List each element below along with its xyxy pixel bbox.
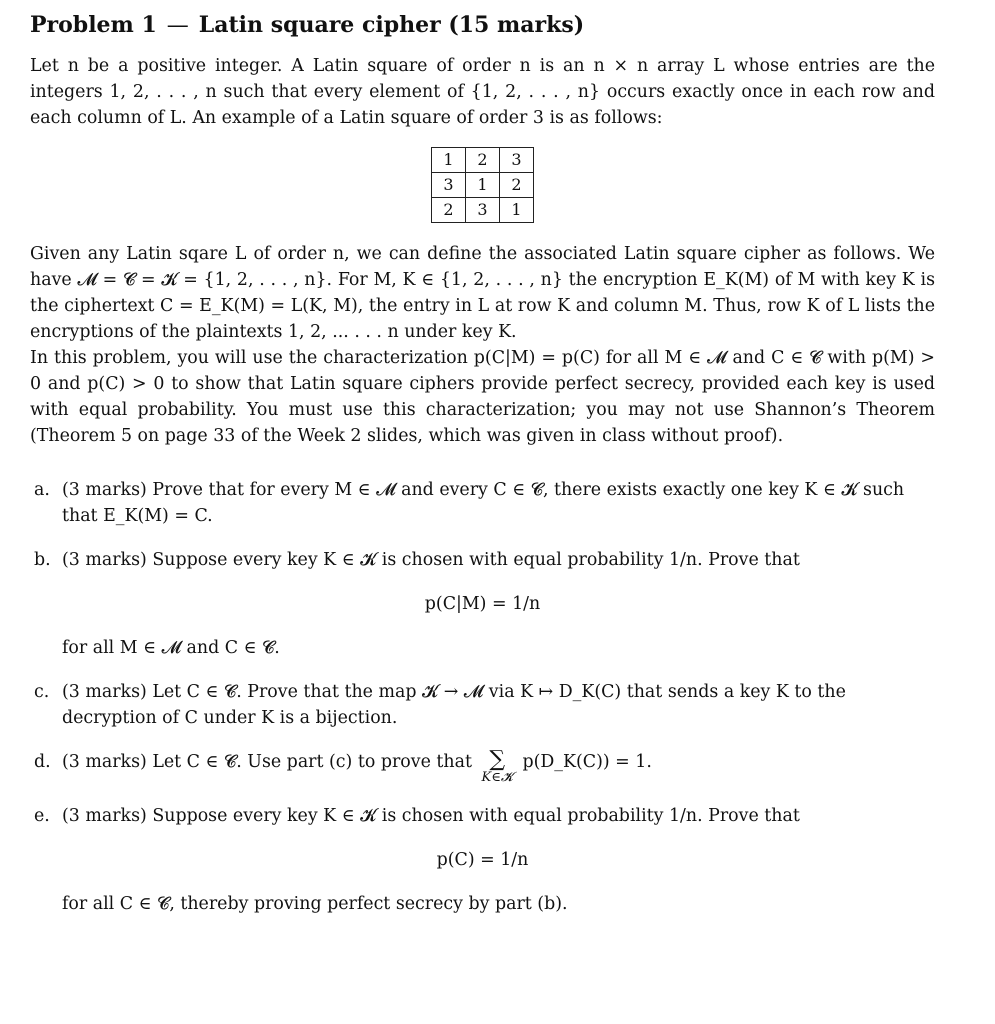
latin-cell: 2 xyxy=(500,173,534,198)
latin-row xyxy=(432,173,534,198)
part-label: e. xyxy=(34,806,50,826)
title-dash: — xyxy=(166,13,189,38)
part-text: (3 marks) Let C ∈ 𝓒. Prove that the map 𝓚 → 𝓜 via K ↦ D_K(C) that sends a key K to the decryption of C under K is a bijection. xyxy=(62,682,846,728)
latin-square-example xyxy=(30,147,935,223)
part-text-wrap xyxy=(62,749,935,785)
problem-label: Problem 1 xyxy=(30,12,157,38)
problem-document xyxy=(30,10,935,935)
part-label: b. xyxy=(34,550,51,570)
part-e xyxy=(30,803,935,829)
latin-cell: 1 xyxy=(500,198,534,223)
latin-cell: 3 xyxy=(500,148,534,173)
latin-cell: 3 xyxy=(466,198,500,223)
part-text: (3 marks) Prove that for every M ∈ 𝓜 and every C ∈ 𝓒, there exists exactly one key K ∈ 𝓚 such that E_K(M) = C. xyxy=(62,480,905,526)
part-label: d. xyxy=(34,752,51,772)
problem-parts xyxy=(30,477,935,917)
part-d xyxy=(30,749,935,785)
part-text: (3 marks) Let C ∈ 𝓒. Use part (c) to prove that xyxy=(62,752,472,772)
latin-cell: 1 xyxy=(466,173,500,198)
latin-cell: 1 xyxy=(432,148,466,173)
latin-cell: 2 xyxy=(466,148,500,173)
characterization-paragraph: In this problem, you will use the characterization p(C|M) = p(C) for all M ∈ 𝓜 and C ∈ 𝓒 with p(M) > 0 and p(C) > 0 to show that Latin square ciphers provide perfect secrecy, provided each key is used with equal probability. You must use this characterization; you may not use Shannon’s Theorem (Theorem 5 on page 33 of the Week 2 slides, which was given in class without proof). xyxy=(30,348,935,446)
part-b-conclusion: for all M ∈ 𝓜 and C ∈ 𝓒. xyxy=(62,638,280,658)
part-label: c. xyxy=(34,682,50,702)
cipher-definition-paragraph: Given any Latin sqare L of order n, we can define the associated Latin square cipher as follows. We have 𝓜 = 𝓒 = 𝓚 = {1, 2, . . . , n}. For M, K ∈ {1, 2, . . . , n} the encryption E_K(M) of M with key K is the ciphertext C = E_K(M) = L(K, M), the entry in L at row K and column M. Thus, row K of L lists the encryptions of the plaintexts 1, 2, ... . . . n under key K. xyxy=(30,244,935,342)
part-text: (3 marks) Suppose every key K ∈ 𝓚 is chosen with equal probability 1/n. Prove that xyxy=(62,550,800,570)
sum-expression: p(D_K(C)) = 1. xyxy=(522,752,652,772)
part-label: a. xyxy=(34,480,50,500)
part-c xyxy=(30,679,935,731)
sum-symbol: ∑ xyxy=(489,747,506,772)
latin-square-table xyxy=(431,147,534,223)
part-a xyxy=(30,477,935,529)
part-text: (3 marks) Suppose every key K ∈ 𝓚 is chosen with equal probability 1/n. Prove that xyxy=(62,806,800,826)
summation xyxy=(481,749,512,785)
latin-row xyxy=(432,198,534,223)
intro-paragraph: Let n be a positive integer. A Latin square of order n is an n × n array L whose entries are the integers 1, 2, . . . , n such that every element of {1, 2, . . . , n} occurs exactly once in each row and each column of L. An example of a Latin square of order 3 is as follows: xyxy=(30,56,935,128)
part-e-conclusion: for all C ∈ 𝓒, thereby proving perfect secrecy by part (b). xyxy=(62,894,568,914)
part-b xyxy=(30,547,935,573)
latin-cell: 2 xyxy=(432,198,466,223)
sum-subscript: K∈𝓚 xyxy=(481,770,513,785)
latin-row xyxy=(432,148,534,173)
problem-title xyxy=(30,10,935,41)
latin-cell: 3 xyxy=(432,173,466,198)
equation-part-b: p(C|M) = 1/n xyxy=(424,594,541,614)
problem-name: Latin square cipher (15 marks) xyxy=(198,12,585,38)
equation-part-e: p(C) = 1/n xyxy=(436,850,529,870)
